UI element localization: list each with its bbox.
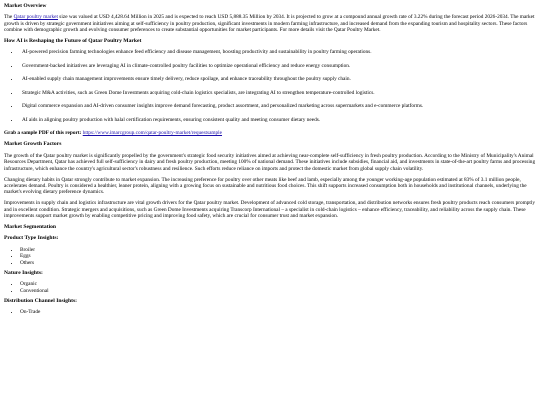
growth-factors-heading: Market Growth Factors <box>4 141 62 148</box>
nature-list <box>4 281 536 294</box>
sample-pdf-label: Grab a sample PDF of this report: <box>4 129 82 136</box>
qatar-poultry-market-link[interactable]: Qatar poultry market <box>13 14 58 21</box>
ai-bullet: • Government-backed initiatives are leveraging AI in climate-controlled poultry facilities to optimize operational efficiency and reduce energy consumption. <box>20 63 536 69</box>
overview-body: size was valued at USD 4,428.64 Million in 2025 and is expected to reach USD 5,888.35 Million by 2034. It is projected to grow at a compound annual growth rate of 3.22% during the forecast period 2026-2034. The market growth is driven by strategic government initiatives aiming at self-sufficiency in poultry production, significant investments in modern farming infrastructure, and increased demand from the expanding tourism and hospitality sectors. These factors combine with demographic growth and evolving consumer preferences to create substantial opportunities for market participants. For more details visit the Qatar Poultry Market. <box>4 14 535 34</box>
list-item: • On-Trade <box>20 309 536 315</box>
market-overview-heading: Market Overview <box>4 3 47 9</box>
sample-pdf-link[interactable]: https://www.imarcgroup.com/qatar-poultry-market/requestsample <box>82 129 223 136</box>
ai-bullet: • Digital commerce expansion and AI-driven consumer insights improve demand forecasting, product assortment, and personalized marketing across supermarkets and e-commerce platforms. <box>20 103 536 109</box>
nature-heading: Nature Insights: <box>4 269 43 276</box>
ai-bullet: • AI-powered precision farming technologies enhance feed efficiency and disease management, boosting productivity and sustainability in poultry farming operations. <box>20 49 536 55</box>
list-item: • Conventional <box>20 288 536 294</box>
ai-section-heading: How AI is Reshaping the Future of Qatar Poultry Market <box>4 38 142 45</box>
sample-pdf-line <box>4 130 536 136</box>
list-item: • Others <box>20 260 536 266</box>
product-type-heading: Product Type Insights: <box>4 235 59 242</box>
list-item: • Broiler <box>20 247 536 253</box>
growth-paragraph: The growth of the Qatar poultry market is significantly propelled by the government's strategic food security initiatives aimed at achieving near-complete self-sufficiency in fresh poultry production. According to the Ministry of Municipality's Animal Resources Department, Qatar has achieved full self-sufficiency in dairy and fresh poultry production, meeting 100% of national demand. These initiatives include subsidies, financial aid, and investments in state-of-the-art poultry farms and processing infrastructure, which enhance the country's agricultural sector's robustness and resilience. Such efforts reduce reliance on imports and protect the domestic market from global supply chain volatility. <box>4 152 536 172</box>
growth-paragraph: Improvements in supply chain and logistics infrastructure are vital growth drivers for the Qatar poultry market. Development of advanced cold storage, transportation, and distribution networks ensures fresh poultry products reach consumers promptly and in excellent condition. Strategic mergers and acquisitions, such as Green Dome Investments acquiring Transcorp International – a specialist in cold-chain logistics – enhance efficiency, traceability, and reliability across the supply chain. These improvements support market growth by enabling competitive pricing and improving food safety, which are crucial for consumer trust and market expansion. <box>4 200 536 220</box>
distribution-channel-heading: Distribution Channel Insights: <box>4 298 78 305</box>
ai-bullet: • AI-enabled supply chain management improvements ensure timely delivery, reduce spoilage, and enhance traceability throughout the poultry supply chain. <box>20 76 536 82</box>
overview-intro: The <box>4 14 14 21</box>
segmentation-heading: Market Segmentation <box>4 224 57 231</box>
list-item: • Eggs <box>20 253 536 259</box>
list-item: • Organic <box>20 281 536 287</box>
product-type-list <box>4 247 536 266</box>
growth-paragraph: Changing dietary habits in Qatar strongly contribute to market expansion. The increasing preference for poultry over other meats like beef and lamb, especially among the younger working-age population estimated at 83% of 3.1 million people, accelerates demand. Poultry is considered a healthier, leaner protein, aligning with a growing focus on sustainable and nutritious food choices. This shift supports increased consumption both in households and institutional channels, underlying the market's evolving dietary preference dynamics. <box>4 176 527 196</box>
ai-bullet-list <box>4 49 536 123</box>
ai-bullet: • AI aids in aligning poultry production with halal certification requirements, ensuring consistent quality and meeting consumer dietary needs. <box>20 117 536 123</box>
ai-bullet: • Strategic M&A activities, such as Green Dome Investments acquiring cold-chain logistics specialists, are integrating AI to strengthen temperature-controlled logistics. <box>20 90 536 96</box>
overview-paragraph <box>4 14 536 33</box>
distribution-channel-list <box>4 309 536 315</box>
